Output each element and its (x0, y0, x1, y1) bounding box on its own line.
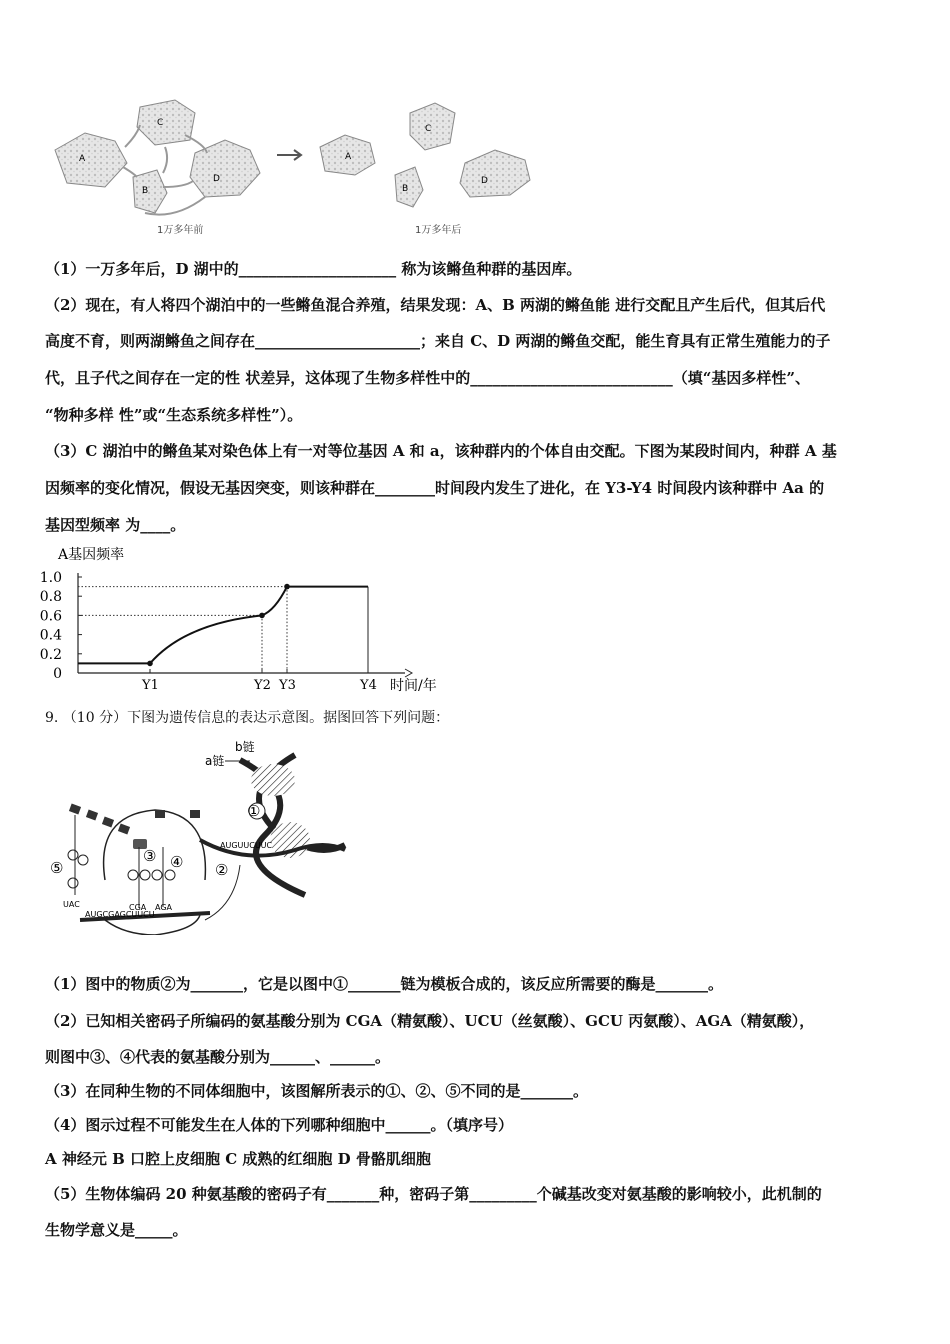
lake-b-after (395, 167, 423, 207)
peptide-chain (69, 804, 200, 849)
q3-line-2: 因频率的变化情况，假设无基因突变，则该种群在________时间段内发生了进化，在 Y3-Y4 时间段内该种群中 Aa 的 (45, 479, 825, 497)
lake-c-before (137, 100, 195, 145)
q3-line-1: （3）C 湖泊中的鳉鱼某对染色体上有一对等位基因 A 和 a，该种群内的个体自由交配。下图为某段时间内，种群 A 基 (45, 442, 837, 460)
lake-d-after (460, 150, 530, 197)
label-5: ⑤ (50, 859, 64, 877)
lake-label-d-after: D (481, 176, 488, 186)
series-line (78, 587, 368, 664)
q2-line-1: （2）现在，有人将四个湖泊中的一些鳉鱼混合养殖，结果发现：A、B 两湖的鳉鱼能 进行交配且产生后代，但其后代 (45, 296, 826, 314)
y-tick-label: 0.4 (40, 627, 62, 644)
lakes-before (55, 100, 260, 236)
lake-label-c-after: C (425, 124, 432, 134)
anticodon-1: UAC (63, 900, 80, 909)
chart-xlabel: 时间/年 (390, 678, 437, 694)
q9-5-line-1: （5）生物体编码 20 种氨基酸的密码子有_______种，密码子第_________个碱基改变对氨基酸的影响较小，此机制的 (45, 1185, 822, 1203)
q2-line-2: 高度不育，则两湖鳉鱼之间存在______________________；来自 C、D 两湖的鳉鱼交配，能生育具有正常生殖能力的子 (45, 332, 831, 350)
caption-after: 1万多年后 (415, 225, 462, 236)
lake-label-a-after: A (345, 152, 352, 162)
arrow-icon (277, 150, 301, 160)
q2-line-4: “物种多样 性”或“生态系统多样性”）。 (45, 406, 303, 424)
q9-4-options: A 神经元 B 口腔上皮细胞 C 成熟的红细胞 D 骨骼肌细胞 (45, 1150, 431, 1168)
data-point (147, 661, 153, 667)
chart-ylabel: A基因频率 (58, 547, 125, 563)
anticodon-3: AGA (155, 903, 173, 912)
y-tick-label: 0 (53, 666, 62, 682)
y-tick-label: 0.8 (40, 589, 62, 606)
lake-b-before (133, 170, 167, 213)
lake-label-d-before: D (213, 174, 220, 184)
caption-before: 1万多年前 (157, 225, 204, 236)
data-point (284, 584, 290, 590)
q9-2-line-1: （2）已知相关密码子所编码的氨基酸分别为 CGA（精氨酸）、UCU（丝氨酸）、GCU 丙氨酸）、AGA（精氨酸）， (45, 1012, 815, 1030)
y-tick-label: 0.2 (40, 646, 62, 663)
lake-a-before (55, 133, 127, 187)
y-tick-label: 1.0 (40, 570, 62, 586)
lake-label-c-before: C (157, 118, 164, 128)
x-axis-arrow (405, 669, 412, 677)
y-tick-label: 0.6 (40, 608, 62, 625)
q2-line-3: 代，且子代之间存在一定的性 状差异，这体现了生物多样性中的___________________________（填“基因多样性”、 (45, 369, 810, 387)
q9-4-text: （4）图示过程不可能发生在人体的下列哪种细胞中______。（填序号） (45, 1116, 513, 1134)
b-chain-label: b链 (235, 740, 255, 754)
a-chain-label: a链 (205, 754, 225, 768)
lake-d-before (190, 140, 260, 197)
lake-label-a-before: A (79, 154, 86, 164)
lake-label-b-before: B (142, 186, 149, 196)
q9-3-text: （3）在同种生物的不同体细胞中，该图解所表示的①、②、⑤不同的是_______。 (45, 1082, 588, 1100)
mrna-seq-bottom: AUGCGAGCUUCU (85, 910, 155, 919)
lakes-figure (45, 95, 545, 245)
lake-c-after (410, 103, 455, 150)
label-2: ② (215, 861, 229, 879)
q9-5-line-2: 生物学意义是_____。 (45, 1221, 188, 1239)
data-point (259, 613, 265, 619)
allele-frequency-chart (40, 545, 460, 695)
label-4: ④ (170, 853, 184, 871)
label-1: ① (247, 802, 261, 820)
label-3: ③ (143, 847, 157, 865)
x-tick-label: Y3 (279, 678, 296, 693)
x-tick-label: Y2 (254, 678, 271, 693)
mrna-seq-top: AUGUUCUUC (220, 841, 273, 850)
q9-title: 9. （10 分）下图为遗传信息的表达示意图。据图回答下列问题： (45, 710, 450, 726)
lakes-after (320, 103, 530, 236)
dna-helix (240, 755, 345, 895)
anticodon-2: CGA (129, 903, 147, 912)
q9-2-line-2: 则图中③、④代表的氨基酸分别为______、______。 (45, 1048, 391, 1066)
q9-1-text: （1）图中的物质②为_______，它是以图中①_______链为模板合成的，该反应所需要的酶是_______。 (45, 975, 723, 993)
q3-line-3: 基因型频率 为____。 (45, 516, 186, 534)
x-tick-label: Y1 (142, 678, 159, 693)
x-tick-label: Y4 (360, 678, 377, 693)
q1-text: （1）一万多年后，D 湖中的_____________________ 称为该鳉鱼种群的基因库。 (45, 260, 582, 278)
lake-label-b-after: B (402, 184, 409, 194)
gene-expression-diagram (45, 735, 355, 935)
